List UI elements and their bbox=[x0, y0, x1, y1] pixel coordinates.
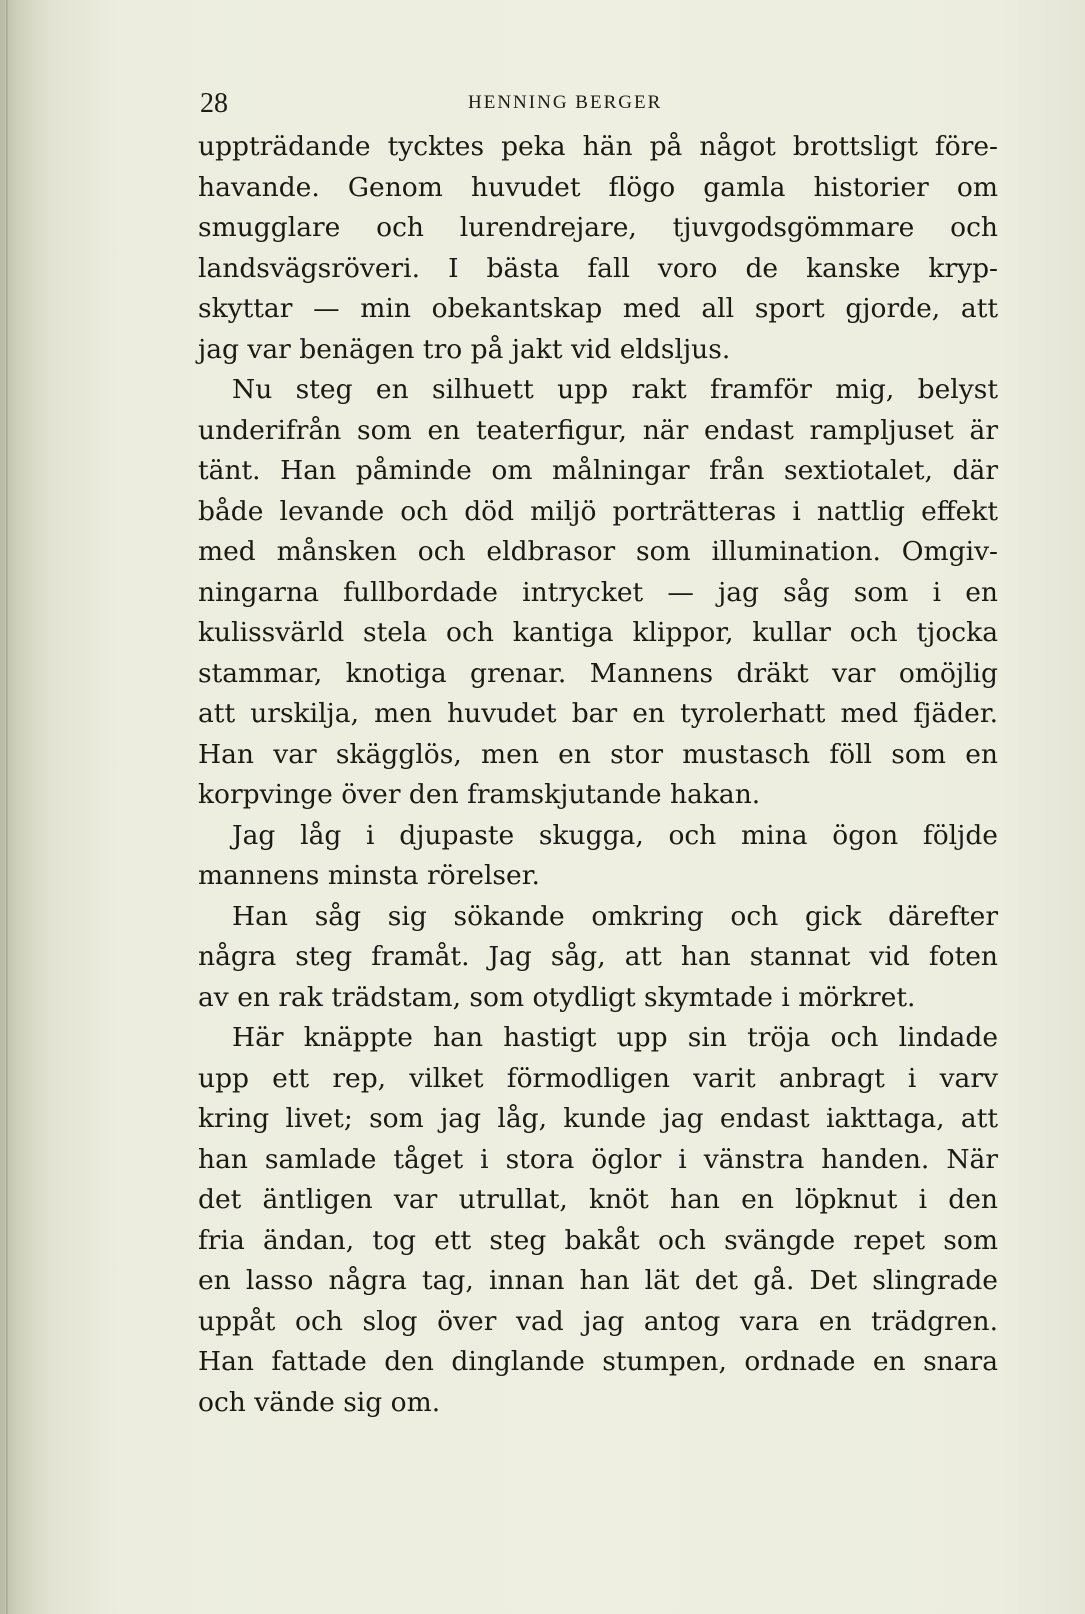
text-line: tänt. Han påminde om målningar från sextiotalet, där bbox=[198, 455, 998, 486]
text-line: och vände sig om. bbox=[198, 1386, 441, 1418]
text-line: uppträdande tycktes peka hän på något brottsligt före- bbox=[198, 131, 998, 162]
text-line: Han såg sig sökande omkring och gick därefter bbox=[232, 900, 998, 932]
text-line: av en rak trädstam, som otydligt skymtade i mörkret. bbox=[198, 981, 916, 1013]
text-line: att urskilja, men huvudet bar en tyrolerhatt med fjäder. bbox=[198, 698, 998, 729]
text-line: Här knäppte han hastigt upp sin tröja och lindade bbox=[232, 1022, 998, 1053]
text-line: både levande och död miljö porträtteras i nattlig effekt bbox=[198, 495, 998, 527]
text-line: uppåt och slog över vad jag antog vara en trädgren. bbox=[198, 1305, 998, 1337]
text-line: kring livet; som jag låg, kunde jag endast iakttaga, att bbox=[198, 1103, 998, 1134]
page-gutter bbox=[6, 0, 8, 1614]
page-header bbox=[200, 88, 990, 120]
text-line: det äntligen var utrullat, knöt han en löpknut i den bbox=[198, 1184, 998, 1215]
text-line: stammar, knotiga grenar. Mannens dräkt var omöjlig bbox=[198, 657, 998, 689]
text-line: Han fattade den dinglande stumpen, ordnade en snara bbox=[198, 1346, 998, 1377]
text-line: upp ett rep, vilket förmodligen varit anbragt i varv bbox=[198, 1062, 998, 1094]
text-line: Nu steg en silhuett upp rakt framför mig, belyst bbox=[232, 374, 998, 405]
text-line: Han var skägglös, men en stor mustasch föll som en bbox=[198, 738, 998, 770]
text-line: underifrån som en teaterfigur, när endast rampljuset är bbox=[198, 414, 998, 446]
text-line: havande. Genom huvudet flögo gamla historier om bbox=[198, 171, 998, 203]
text-line: mannens minsta rörelser. bbox=[198, 860, 540, 891]
text-line: han samlade tåget i stora öglor i vänstra handen. När bbox=[198, 1143, 998, 1175]
text-line: med månsken och eldbrasor som illumination. Omgiv- bbox=[198, 536, 998, 567]
text-line: fria ändan, tog ett steg bakåt och svängde repet som bbox=[198, 1224, 998, 1256]
text-line: jag var benägen tro på jakt vid eldsljus. bbox=[198, 333, 731, 365]
text-line: en lasso några tag, innan han lät det gå. Det slingrade bbox=[198, 1265, 998, 1296]
body-text bbox=[198, 127, 998, 1423]
page-number: 28 bbox=[200, 88, 228, 119]
text-line: skyttar — min obekantskap med all sport gjorde, att bbox=[198, 293, 998, 324]
text-line: kulissvärld stela och kantiga klippor, kullar och tjocka bbox=[198, 617, 998, 648]
text-line: korpvinge över den framskjutande hakan. bbox=[198, 779, 761, 810]
running-head: HENNING BERGER bbox=[468, 92, 663, 113]
text-line: smugglare och lurendrejare, tjuvgodsgömmare och bbox=[198, 212, 998, 243]
text-line: Jag låg i djupaste skugga, och mina ögon följde bbox=[232, 819, 998, 851]
text-line: några steg framåt. Jag såg, att han stannat vid foten bbox=[198, 941, 998, 972]
text-line: ningarna fullbordade intrycket — jag såg som i en bbox=[198, 576, 998, 608]
text-line: landsvägsröveri. I bästa fall voro de kanske kryp- bbox=[198, 252, 998, 284]
